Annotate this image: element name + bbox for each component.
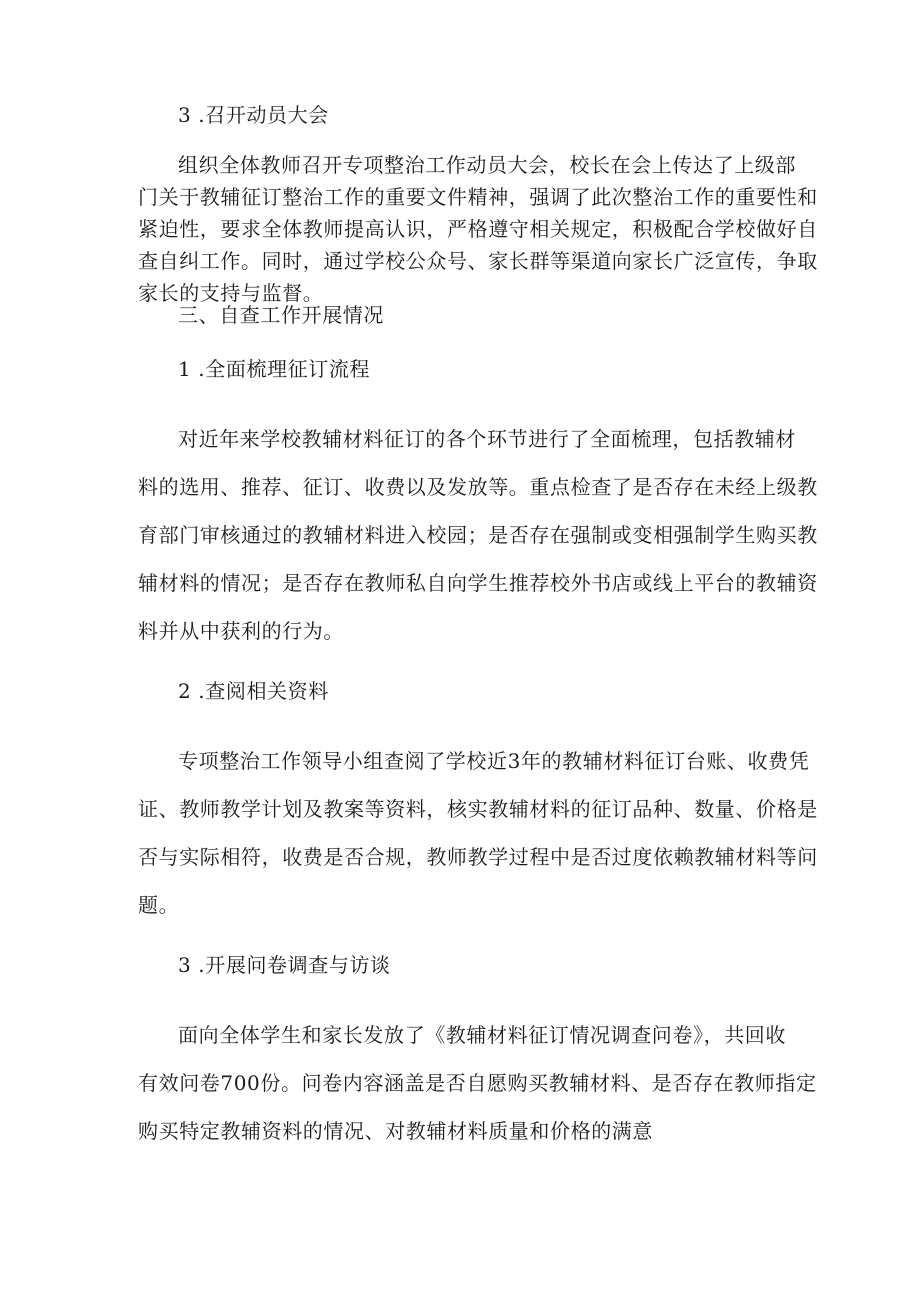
subheading-process: 1 .全面梳理征订流程 — [178, 357, 371, 381]
paragraph-line: 面向全体学生和家长发放了《教辅材料征订情况调查问卷》，共回收 — [178, 1023, 786, 1047]
subheading-meeting: 3 .召开动员大会 — [178, 103, 329, 127]
paragraph-line: 查自纠工作。同时，通过学校公众号、家长群等渠道向家长广泛宣传，争取 — [138, 249, 818, 273]
paragraph-line: 题。 — [138, 893, 180, 917]
paragraph-line: 料并从中获利的行为。 — [138, 619, 344, 643]
paragraph-line: 对近年来学校教辅材料征订的各个环节进行了全面梳理，包括教辅材 — [178, 427, 796, 451]
section-title: 三、自查工作开展情况 — [178, 303, 384, 327]
paragraph-line: 组织全体教师召开专项整治工作动员大会，校长在会上传达了上级部 — [178, 153, 796, 177]
paragraph-line: 否与实际相符，收费是否合规，教师教学过程中是否过度依赖教辅材料等问 — [138, 845, 818, 869]
paragraph-line: 家长的支持与监督。 — [138, 281, 324, 305]
paragraph-line: 专项整治工作领导小组查阅了学校近3年的教辅材料征订台账、收费凭 — [178, 749, 810, 773]
paragraph-line: 购买特定教辅资料的情况、对教辅材料质量和价格的满意 — [138, 1119, 653, 1143]
paragraph-line: 料的选用、推荐、征订、收费以及发放等。重点检查了是否存在未经上级教 — [138, 475, 818, 499]
paragraph-line: 育部门审核通过的教辅材料进入校园；是否存在强制或变相强制学生购买教 — [138, 523, 818, 547]
subheading-materials: 2 .查阅相关资料 — [178, 679, 329, 703]
paragraph-line: 门关于教辅征订整治工作的重要文件精神，强调了此次整治工作的重要性和 — [138, 185, 818, 209]
paragraph-line: 辅材料的情况；是否存在教师私自向学生推荐校外书店或线上平台的教辅资 — [138, 571, 818, 595]
paragraph-line: 有效问卷700份。问卷内容涵盖是否自愿购买教辅材料、是否存在教师指定 — [138, 1071, 817, 1095]
paragraph-line: 证、教师教学计划及教案等资料，核实教辅材料的征订品种、数量、价格是 — [138, 797, 818, 821]
paragraph-line: 紧迫性，要求全体教师提高认识，严格遵守相关规定，积极配合学校做好自 — [138, 217, 818, 241]
subheading-survey: 3 .开展问卷调查与访谈 — [178, 953, 391, 977]
